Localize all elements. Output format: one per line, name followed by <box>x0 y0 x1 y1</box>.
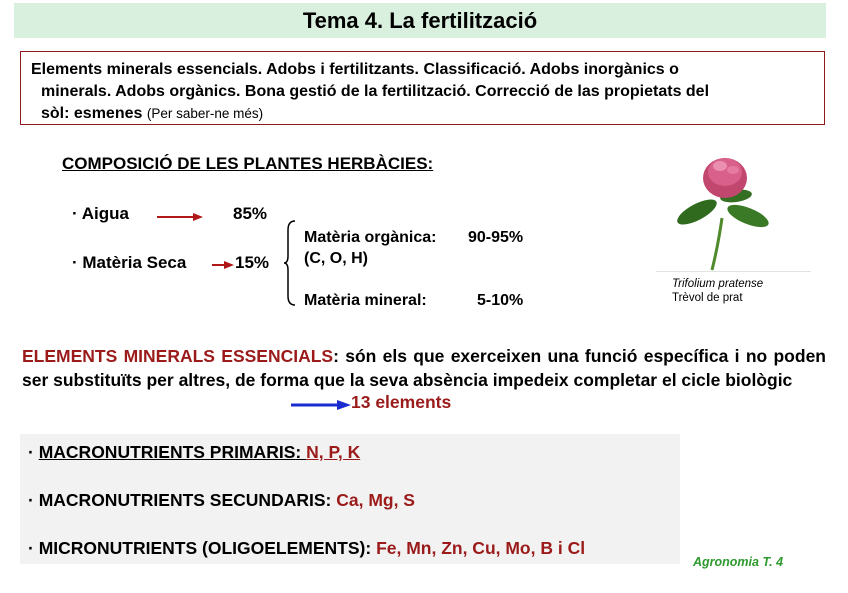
micro-label: MICRONUTRIENTS (OLIGOELEMENTS): <box>38 538 372 558</box>
water-label: · Aigua <box>72 204 129 223</box>
dry-matter-value: 15% <box>235 253 270 272</box>
organic-elements: (C, O, H) <box>304 250 368 267</box>
organic-matter-label: Matèria orgànica: <box>304 229 437 246</box>
mineral-matter-value: 5-10% <box>477 292 524 309</box>
dry-matter-label: · Matèria Seca <box>72 253 187 272</box>
primary-elements: N, P, K <box>306 442 361 462</box>
dry-matter-arrow <box>212 260 234 270</box>
bullet: · <box>28 538 39 558</box>
more-info-link[interactable]: (Per saber-ne més) <box>146 106 264 121</box>
primary-macronutrients: · MACRONUTRIENTS PRIMARIS: N, P, K <box>28 442 361 462</box>
page-title: Tema 4. La fertilització <box>302 8 538 33</box>
micro-elements: Fe, Mn, Zn, Cu, Mo, B i Cl <box>376 538 586 558</box>
summary-line-3 <box>41 102 263 125</box>
clover-image <box>660 146 810 272</box>
footer-label: Agronomia T. 4 <box>693 555 784 569</box>
summary-topic-soil: sòl: esmenes <box>41 105 143 122</box>
bullet: · <box>28 442 39 462</box>
summary-line-2: minerals. Adobs orgànics. Bona gestió de la fertilització. Correcció de las propietats del <box>41 83 710 100</box>
summary-box <box>20 51 825 125</box>
mineral-matter-label: Matèria mineral: <box>304 292 427 309</box>
water-value: 85% <box>233 204 268 223</box>
secondary-label: MACRONUTRIENTS SECUNDARIS: <box>38 490 332 510</box>
clover-common-name: Trèvol de prat <box>672 292 743 304</box>
primary-label: MACRONUTRIENTS PRIMARIS <box>38 442 296 462</box>
essential-definition: : són els que exerceixen una funció específica i no poden ser substituïts per altres, de forma que la seva absència impedeix completar el cicle biològic <box>22 346 826 390</box>
nutrients-box <box>20 434 680 564</box>
essential-term: ELEMENTS MINERALS ESSENCIALS <box>22 346 334 366</box>
brace-icon <box>283 220 297 306</box>
bullet: · <box>28 490 39 510</box>
secondary-macronutrients <box>28 490 415 511</box>
elements-count: 13 elements <box>351 392 452 412</box>
count-arrow <box>291 399 351 411</box>
micronutrients <box>28 538 585 559</box>
organic-matter-value: 90-95% <box>468 229 524 246</box>
essential-elements-paragraph <box>22 344 826 392</box>
summary-line-1: Elements minerals essencials. Adobs i fertilitzants. Classificació. Adobs inorgànics o <box>31 61 679 78</box>
clover-scientific-name: Trifolium pratense <box>672 278 764 290</box>
caption-divider <box>656 271 811 272</box>
water-arrow <box>157 212 201 222</box>
composition-heading: COMPOSICIÓ DE LES PLANTES HERBÀCIES: <box>62 154 434 173</box>
title-bar <box>14 3 826 38</box>
secondary-elements: Ca, Mg, S <box>336 490 415 510</box>
